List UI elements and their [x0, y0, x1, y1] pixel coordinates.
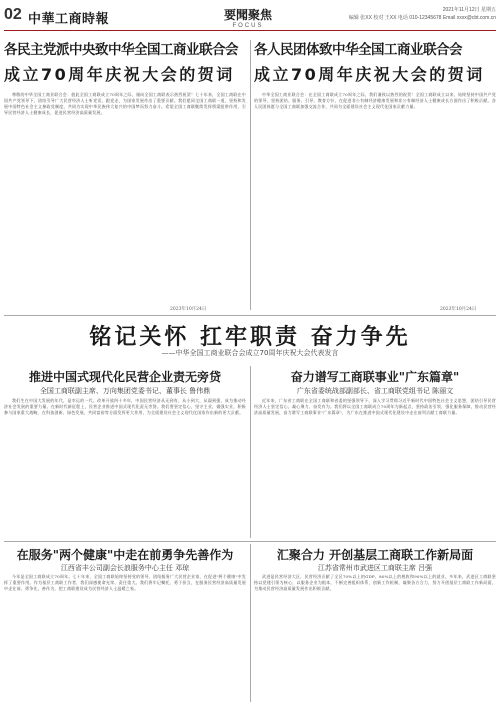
bottom-left-subhead: 江西省丰公司副会长浪服务中心主任 邓琼	[60, 564, 190, 572]
masthead	[4, 4, 496, 31]
section-divider	[4, 315, 496, 316]
top-right-headline-2: 成立70周年庆祝大会的贺词	[254, 65, 485, 84]
mid-right-subhead: 广东省委统战部副部长、省工商联党组书记 陈丽文	[296, 387, 454, 395]
top-left-date: 2023年10月24日	[170, 307, 207, 312]
section-title: 要聞聚焦	[223, 8, 272, 22]
mid-right-article-body	[254, 398, 496, 538]
mid-left-headline: 推进中国式现代化民营企业责无旁贷	[28, 370, 221, 384]
bottom-right-headline: 汇聚合力 开创基层工商联工作新局面	[276, 548, 474, 562]
section-header	[218, 6, 278, 29]
top-left-body-text: 尊敬的中华全国工商业联合会：值此全国工商联成立70周年之际，谨向全国工商联表示热烈祝贺！七十年来，全国工商联在中国共产党领导下，团结引导广大民营经济人士听党话、跟党走，为国家发展作出了重要贡献。我们愿同全国工商联一道，坚持和发展中国特色社会主义参政党制度，共同为实现中华民族伟大复兴的中国梦而努力奋斗。希望全国工商联继续发挥桥梁纽带作用，引导民营经济人士健康成长，促进民营经济高质量发展。	[4, 92, 246, 115]
masthead-info-line1: 2021年11月12日 星期五	[442, 7, 496, 13]
page-number: 02	[4, 6, 22, 23]
mid-left-subhead: 全国工商联副主席、万向集团党委书记、董事长 鲁伟鼎	[39, 387, 211, 395]
column-divider	[250, 366, 251, 538]
top-left-headline-2: 成立70周年庆祝大会的贺词	[4, 65, 235, 84]
top-right-body-text: 中华全国工商业联合会：在全国工商联成立70周年之际，我们谨致以热烈的祝贺！全国工商联成立以来，始终坚持中国共产党的领导，坚持团结、服务、引导、教育方针，在促进非公有制经济健康发展和非公有制经济人士健康成长方面作出了积极贡献。各人民团体愿与全国工商联加强交流合作，共同为全面建设社会主义现代化国家贡献力量。	[254, 92, 496, 109]
column-divider	[250, 40, 251, 310]
masthead-info	[349, 6, 496, 22]
banner-subtitle: ——中华全国工商业联合会成立70周年庆祝大会代表发言	[161, 349, 339, 357]
mid-right-body-text: 近年来，广东省工商联在全国工商联和省委的坚强领导下，深入学习贯彻习近平新时代中国特色社会主义思想，团结引导民营经济人士坚定信心、凝心聚力、奋发有为。我们将以全国工商联成立70周年为新起点，坚持政治引领，强化服务保障，推动民营经济高质量发展，奋力谱写工商联事业"广东篇章"，为广东在推进中国式现代化建设中走在前列贡献工商联力量。	[254, 398, 496, 415]
bottom-left-headline: 在服务"两个健康"中走在前勇争先善作为	[16, 548, 234, 562]
masthead-info-line2: 编辑 张XX 校对 王XX 电话 010-12345678 Email xxxx@cbt.com.cn	[348, 15, 496, 21]
top-right-article-body	[254, 92, 496, 312]
section-divider	[4, 541, 496, 542]
mid-left-body-text: 我们生在中国大发展的年代，是幸运的一代。改革开放四十多年，中国民营经济从无到有、从小到大、从弱到强，成为推动经济社会发展的重要力量。在新时代新征程上，民营企业推进中国式现代化责无旁贷。我们要坚定信心，坚守主业，做强实业，积极参与国家重大战略，在科技创新、绿色发展、共同富裕等方面发挥更大作用，为全面建设社会主义现代化国家作出新的更大贡献。	[4, 398, 246, 415]
section-en: FOCUS	[232, 23, 264, 29]
column-divider	[250, 544, 251, 702]
mid-left-article-body	[4, 398, 246, 538]
bottom-right-body-text: 武进是民营经济大区，民营经济贡献了全区70%以上的GDP、80%以上的税收和90%以上的就业。多年来，武进区工商联坚持以党建引领为核心，以服务企业为根本，不断完善组织体系，创新工作机制，凝聚各方合力，努力开创基层工商联工作新局面，为推动民营经济高质量发展作出积极贡献。	[254, 574, 496, 591]
bottom-left-body-text: 今年是全国工商联成立70周年。七十年来，全国工商联始终坚持党的领导，团结服务广大民营企业家，在促进"两个健康"中发挥了重要作用。作为基层工商联工作者，我们深感使命光荣、责任重大。我们将牢记嘱托，勇于担当，在服务民营经济高质量发展中走在前、勇争先、善作为，把工商联建设成为民营经济人士温暖之家。	[4, 574, 246, 591]
top-left-headline-1: 各民主党派中央致中华全国工商业联合会	[4, 42, 238, 58]
top-right-date: 2023年10月24日	[440, 307, 477, 312]
top-right-headline-1: 各人民团体致中华全国工商业联合会	[254, 42, 462, 58]
banner-title: 铭记关怀 扛牢职责 奋力争先	[89, 325, 411, 350]
paper-name: 中華工商時報	[28, 12, 110, 27]
mid-right-headline: 奋力谱写工商联事业"广东篇章"	[290, 370, 460, 384]
bottom-left-article-body	[4, 574, 246, 702]
bottom-right-article-body	[254, 574, 496, 702]
bottom-right-subhead: 江苏省常州市武进区工商联主席 吕强	[317, 564, 433, 572]
top-left-article-body	[4, 92, 246, 312]
